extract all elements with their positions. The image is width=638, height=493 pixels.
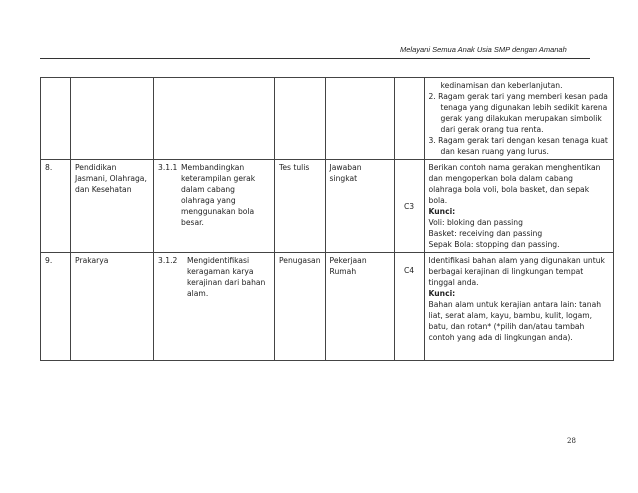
question-text: Berikan contoh nama gerakan menghentikan dan mengoperkan bola dalam cabang olahraga bola voli, bola basket, dan sepak bola. [428, 163, 601, 205]
level-cell: C4 [394, 253, 424, 361]
kunci-label: Kunci: [428, 207, 456, 216]
continued-line: tenaga yang digunakan lebih sedikit karena [440, 103, 608, 112]
continued-question-cell [424, 78, 613, 160]
continued-line: 3. Ragam gerak tari dengan kesan tenaga kuat [428, 136, 608, 145]
table-row [41, 253, 614, 361]
subject-cell: Pendidikan Jasmani, Olahraga, dan Kesehatan [71, 160, 154, 253]
kd-text: Mengidentifikasi keragaman karya kerajinan dari bahan alam. [187, 256, 266, 298]
kd-cell [154, 253, 275, 361]
answer-line: Sepak Bola: stopping dan passing. [428, 240, 560, 249]
question-cell [424, 160, 613, 253]
continued-line: kedinamisan dan keberlanjutan. [440, 81, 563, 90]
continued-line: dan kesan ruang yang lurus. [440, 147, 549, 156]
form-cell: Pekerjaan Rumah [325, 253, 394, 361]
continued-line: 2. Ragam gerak tari yang memberi kesan pada [428, 92, 608, 101]
answer-line: Voli: bloking dan passing [428, 218, 523, 227]
question-text: Identifikasi bahan alam yang digunakan untuk berbagai kerajinan di lingkungan tempat tinggal anda. [428, 256, 605, 287]
answer-line: Bahan alam untuk kerajian antara lain: tanah liat, serat alam, kayu, bambu, kulit, logam, batu, dan rotan* (*pilih dan/atau tambah contoh yang ada di lingkungan anda). [428, 300, 602, 342]
page-number: 28 [567, 437, 576, 445]
kd-code: 3.1.1 [158, 163, 178, 172]
assessment-table [40, 77, 614, 361]
level-cell: C3 [394, 160, 424, 253]
kd-code: 3.1.2 [158, 256, 178, 265]
kunci-label: Kunci: [428, 289, 456, 298]
row-number: 9. [41, 253, 71, 361]
running-header: Melayani Semua Anak Usia SMP dengan Amanah [400, 45, 567, 54]
continued-line: dari gerak orang tua renta. [440, 125, 544, 134]
table-row [41, 160, 614, 253]
row-number: 8. [41, 160, 71, 253]
table-row-continued [41, 78, 614, 160]
kd-text: Membandingkan keterampilan gerak dalam cabang olahraga yang menggunakan bola besar. [181, 163, 256, 227]
question-cell [424, 253, 613, 361]
technique-cell: Tes tulis [275, 160, 326, 253]
answer-line: Basket: receiving dan passing [428, 229, 543, 238]
continued-line: gerak yang dilakukan merupakan simbolik [440, 114, 602, 123]
technique-cell: Penugasan [275, 253, 326, 361]
header-rule [40, 58, 590, 59]
subject-cell: Prakarya [71, 253, 154, 361]
form-cell: Jawaban singkat [325, 160, 394, 253]
kd-cell [154, 160, 275, 253]
